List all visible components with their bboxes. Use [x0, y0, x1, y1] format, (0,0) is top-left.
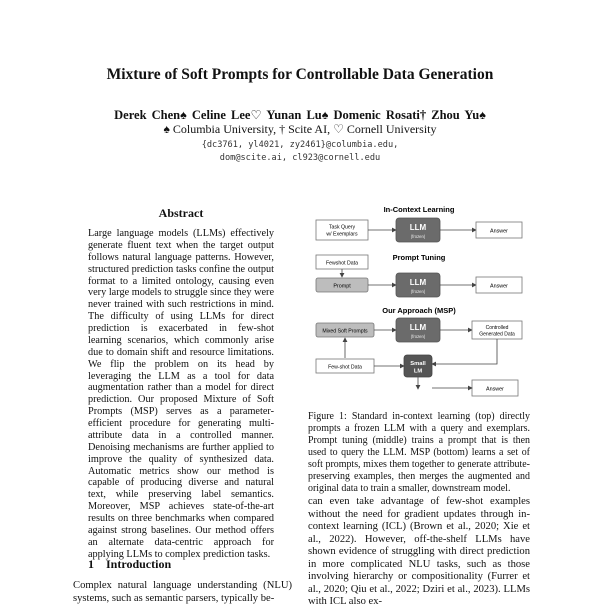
abstract-heading: Abstract	[158, 206, 204, 220]
frozen-label: (frozen)	[410, 234, 426, 239]
frozen-label: (frozen)	[410, 289, 426, 294]
section-heading-introduction	[88, 557, 183, 572]
right-column-text: can even take advantage of few-shot examples without the need for gradient updates through in-context learning (ICL) (Brown et al., 2020; Xie et al., 2022). However, off-the-shelf LLMs have shown evidence of struggling with direct prediction in more complicated NLU tasks, such as those involving hierarchy or compositionality (Furrer et al., 2020; Qiu et al., 2022; Dziri et al., 2023). LLMs with ICL also ex-	[308, 496, 530, 607]
task-query-label-2: w/ Exemplars	[326, 231, 358, 238]
section-number: 1	[88, 557, 94, 571]
caption-text: Figure 1: Standard in-context learning (top) directly prompts a frozen LLM with a query and exemplars. Prompt tuning (middle) trains a prompt that is then used to query the LLM. MSP (bottom) learns a set of soft prompts, mixes them together to generate attribute-preserving examples, then merges the augmented and original data to train a smaller, downstream model.	[308, 411, 530, 494]
controlled-label-2: Generated Data	[479, 331, 515, 338]
answer-label: Answer	[486, 386, 504, 393]
affiliations: ♠ Columbia University, † Scite AI, ♡ Cornell University	[163, 122, 437, 136]
author-list: Derek Chen♠ Celine Lee♡ Yunan Lu♠ Domenic Rosati† Zhou Yu♠	[114, 108, 486, 122]
figure-caption	[308, 411, 530, 495]
emails-line-1: {dc3761, yl4021, zy2461}@columbia.edu,	[201, 140, 399, 150]
llm-label: LLM	[409, 278, 427, 287]
llm-label: LLM	[409, 223, 427, 232]
author-emails	[0, 139, 600, 165]
fewshot-data-label: Fewshot Data	[325, 260, 359, 267]
arrow	[432, 339, 497, 364]
mixed-soft-prompts-label: Mixed Soft Prompts	[322, 328, 368, 335]
frozen-label: (frozen)	[410, 334, 426, 339]
small-lm-label-1: Small	[410, 361, 426, 367]
introduction-body	[73, 580, 292, 605]
prompt-label: Prompt	[333, 283, 351, 290]
introduction-text: Complex natural language understanding (NLU) systems, such as semantic parsers, typically be-	[73, 580, 292, 604]
emails-line-2: dom@scite.ai, cl923@cornell.edu	[219, 153, 381, 163]
abstract-text: Large language models (LLMs) effectively generate fluent text when the target output follows natural language patterns. However, structured prediction tasks confine the output format to a limited ontology, causing even very large models to struggle since they were never trained with such restrictions in mind. The difficulty of using LLMs for direct prediction is exacerbated in few-shot learning scenarios, which commonly arise due to domain shift and resource limitations. We flip the problem on its head by leveraging the LLM as a tool for data augmentation rather than a model for direct prediction. Our proposed Mixture of Soft Prompts (MSP) serves as a parameter-efficient procedure for generating multi-attribute data in a controlled manner. Denoising mechanisms are further applied to improve the quality of synthesized data. Automatic metrics show our method is capable of producing diverse and natural text, while preserving label semantics. Moreover, MSP achieves state-of-the-art results on three benchmarks when compared against strong baselines. Our method offers an alternate data-centric approach for applying LLMs to complex prediction tasks.	[88, 228, 274, 560]
llm-label: LLM	[409, 323, 427, 332]
controlled-label-1: Controlled	[485, 325, 509, 331]
prompt-tuning-section-title: Prompt Tuning	[392, 253, 446, 262]
paper-title: Mixture of Soft Prompts for Controllable Data Generation	[106, 66, 494, 83]
icl-section-title: In-Context Learning	[383, 205, 455, 214]
figure-1-diagram	[308, 200, 530, 405]
small-lm-label-2: LM	[413, 368, 423, 375]
section-title: Introduction	[106, 557, 172, 571]
right-column-body	[308, 496, 530, 609]
answer-label: Answer	[490, 283, 508, 290]
answer-label: Answer	[490, 228, 508, 235]
msp-section-title: Our Approach (MSP)	[382, 306, 456, 315]
abstract-body	[88, 228, 274, 561]
task-query-label-1: Task Query	[328, 224, 356, 231]
few-shot-data-label: Few-shot Data	[328, 364, 362, 371]
